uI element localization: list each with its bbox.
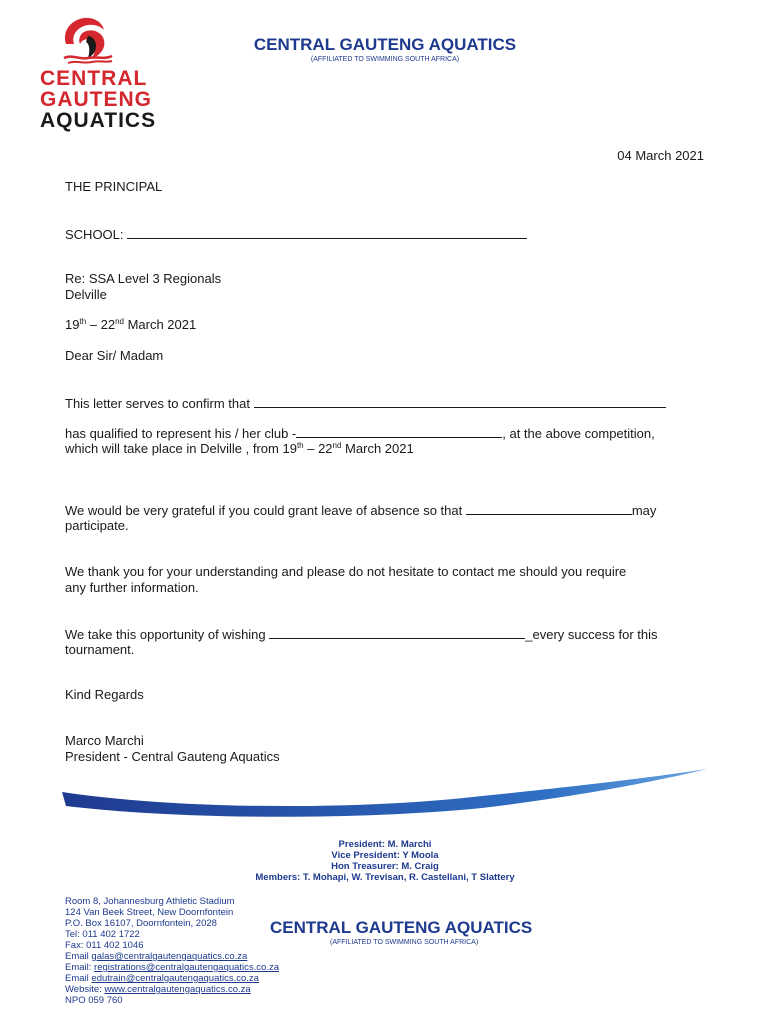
paragraph-qualified-line1 [65,425,655,442]
paragraph-wishing-line1 [65,626,658,643]
officers-block [0,839,770,883]
date-dash: – 22 [86,317,116,332]
website [65,984,279,995]
footer-wave-divider [62,766,707,826]
school-blank [127,226,527,239]
header-title: CENTRAL GAUTENG AQUATICS [253,35,517,54]
wishing-text: We take this opportunity of wishing [65,627,266,642]
npo-number: NPO 059 760 [65,995,123,1006]
leave-text: We would be very grateful if you could grant leave of absence so that [65,503,463,518]
date-tail: March 2021 [123,317,197,332]
venue-sup2: nd [332,441,342,450]
officer-vice-president: Vice President: Y Moola [331,850,439,861]
telephone: Tel: 011 402 1722 [65,929,140,940]
qualified-text-tail: , at the above competition, [502,426,655,441]
wishing-name-blank [269,626,525,639]
venue-text: which will take place in Delville , from 19 [65,441,297,456]
swimmer-name-blank [254,395,666,408]
date-start: 19 [65,317,80,332]
club-logo [40,14,157,132]
re-line: Re: SSA Level 3 Regionals [65,271,222,286]
leave-name-blank [466,502,632,515]
signatory-title: President - Central Gauteng Aquatics [65,749,280,764]
venue-sup1: th [296,441,304,450]
paragraph-leave-line2: participate. [65,518,129,533]
venue-dash: – 22 [303,441,333,456]
logo-word-gauteng: GAUTENG [40,88,152,111]
email-registrations-link[interactable]: registrations@centralgautengaquatics.co.za [94,962,280,973]
officer-members: Members: T. Mohapi, W. Trevisan, R. Castellani, T Slattery [255,872,515,883]
signatory-name: Marco Marchi [65,733,144,748]
email-registrations-label: Email: [65,962,95,973]
website-label: Website: [65,984,105,995]
paragraph-thanks-line2: any further information. [65,580,199,595]
email-registrations [65,962,279,973]
address-line1: Room 8, Johannesburg Athletic Stadium [65,896,235,907]
email-edutrain [65,973,279,984]
recipient: THE PRINCIPAL [65,179,163,194]
paragraph-leave-line1 [65,502,656,519]
paragraph-thanks-line1: We thank you for your understanding and please do not hesitate to contact me should you require [65,564,627,579]
email-edutrain-label: Email [65,973,92,984]
paragraph-wishing-line2: tournament. [65,642,135,657]
footer-subtitle: (AFFILIATED TO SWIMMING SOUTH AFRICA) [330,939,479,946]
qualified-text: has qualified to represent his / her club - [65,426,297,441]
venue-tail: March 2021 [341,441,414,456]
paragraph-confirm [65,395,666,412]
address-line2: 124 Van Beek Street, New Doornfontein [65,907,234,918]
header-subtitle: (AFFILIATED TO SWIMMING SOUTH AFRICA) [310,56,460,63]
logo-word-central: CENTRAL [40,67,148,90]
confirm-text: This letter serves to confirm that [65,396,250,411]
closing: Kind Regards [65,687,144,702]
email-edutrain-link[interactable]: edutrain@centralgautengaquatics.co.za [91,973,259,984]
officer-president: President: M. Marchi [338,839,432,850]
date-start-sup: th [79,317,87,326]
email-galas-label: Email [65,951,92,962]
fax: Fax: 011 402 1046 [65,940,144,951]
school-line [65,226,527,243]
officer-treasurer: Hon Treasurer: M. Craig [331,861,439,872]
leave-tail: may [631,503,657,518]
email-galas [65,951,279,962]
paragraph-qualified-line2 [65,441,414,457]
date-end-sup: nd [115,317,124,326]
letter-date: 04 March 2021 [617,148,704,163]
logo-word-aquatics: AQUATICS [40,109,157,132]
venue: Delville [65,287,107,302]
salutation: Dear Sir/ Madam [65,348,164,363]
address-line3: P.O. Box 16107, Doornfontein, 2028 [65,918,217,929]
footer-title: CENTRAL GAUTENG AQUATICS [270,918,533,937]
contact-block [65,896,279,1006]
wishing-tail: _every success for this [525,627,658,642]
website-link[interactable]: www.centralgautengaquatics.co.za [104,984,251,995]
school-label: SCHOOL: [65,227,124,242]
email-galas-link[interactable]: galas@centralgautengaquatics.co.za [91,951,248,962]
club-blank [296,425,502,438]
event-dates [65,317,196,333]
